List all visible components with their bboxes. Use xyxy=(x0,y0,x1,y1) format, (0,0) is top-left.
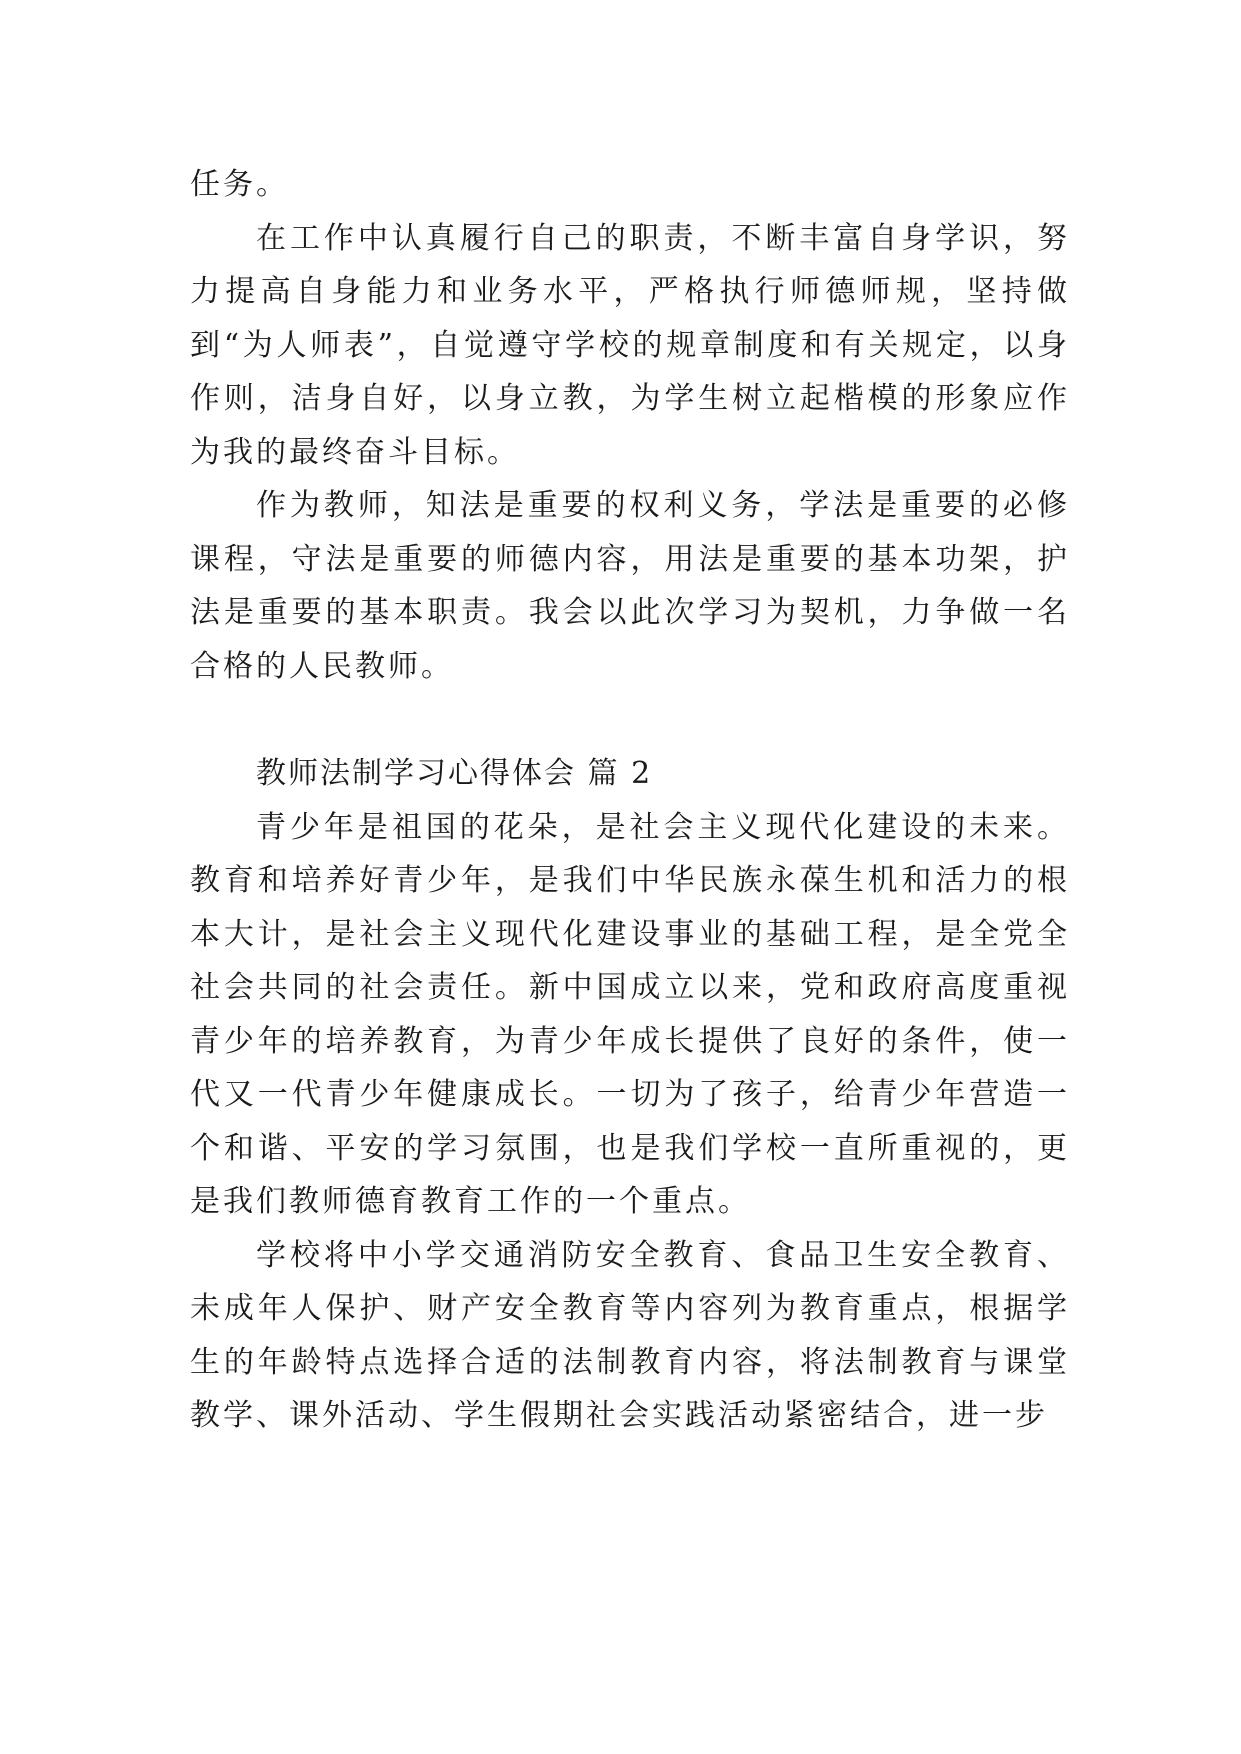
paragraph: 在工作中认真履行自己的职责，不断丰富自身学识，努力提高自身能力和业务水平，严格执行师德师规，坚持做到“为人师表”，自觉遵守学校的规章制度和有关规定，以身作则，洁身自好，以身立教，为学生树立起楷模的形象应作为我的最终奋斗目标。 xyxy=(190,220,1070,470)
paragraph: 青少年是祖国的花朵，是社会主义现代化建设的未来。教育和培养好青少年，是我们中华民族永葆生机和活力的根本大计，是社会主义现代化建设事业的基础工程，是全党全社会共同的社会责任。新中国成立以来，党和政府高度重视青少年的培养教育，为青少年成长提供了良好的条件，使一代又一代青少年健康成长。一切为了孩子，给青少年营造一个和谐、平安的学习氛围，也是我们学校一直所重视的，更是我们教师德育教育工作的一个重点。 xyxy=(190,809,1070,1219)
document-body xyxy=(190,158,1070,1443)
paragraph: 任务。 xyxy=(190,167,289,202)
paragraph: 学校将中小学交通消防安全教育、食品卫生安全教育、未成年人保护、财产安全教育等内容列为教育重点，根据学生的年龄特点选择合适的法制教育内容，将法制教育与课堂教学、课外活动、学生假期社会实践活动紧密结合，进一步 xyxy=(190,1237,1070,1433)
paragraph: 作为教师，知法是重要的权利义务，学法是重要的必修课程，守法是重要的师德内容，用法是重要的基本功架，护法是重要的基本职责。我会以此次学习为契机，力争做一名合格的人民教师。 xyxy=(190,488,1070,684)
section-heading: 教师法制学习心得体会 篇 2 xyxy=(256,756,653,791)
